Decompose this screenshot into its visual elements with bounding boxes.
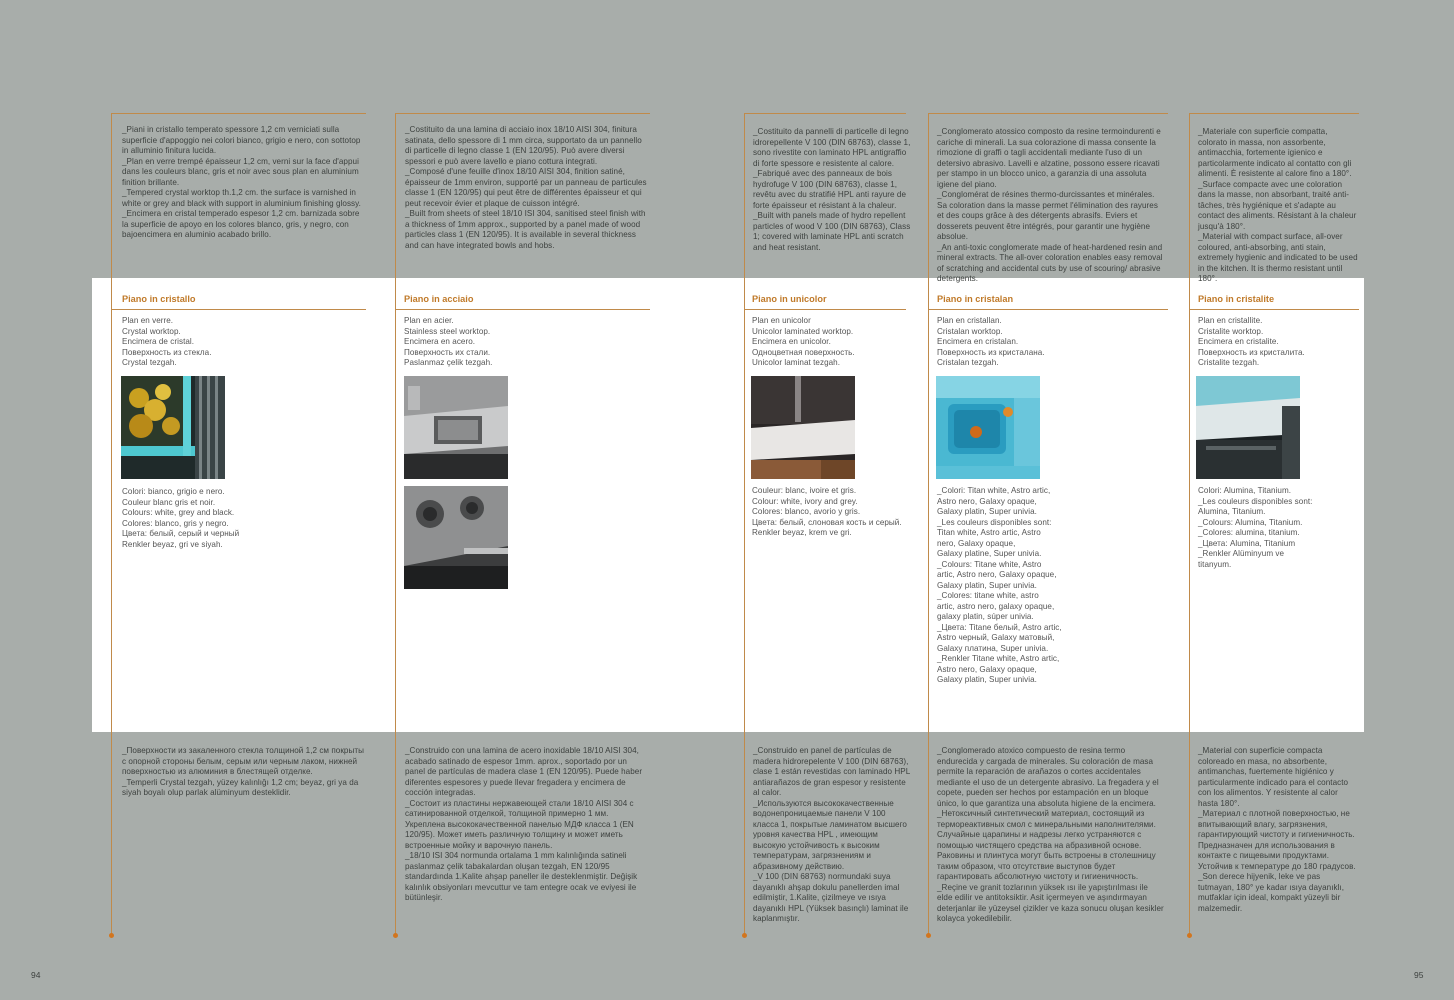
description-unicolor-bottom: _Construido en panel de partículas de madera hidrorepelente V 100 (DIN 68763), clase 1 están revestidas con laminado HPL antiarañazos de gran espesor y resistente al calor. _Используются высококачественные водонепроницаемые панели V 100 класса 1, покрытые ламинатом высшего уровня качества HPL , имеющим высокую устойчивость к высоким температурам, загрязнениям и абразивному действию. _V 100 (DIN 68763) normundaki suya dayanıklı ahşap dokulu panellerden imal edilmiştir, 1.Kalite, çizilmeye ve ısıya dayanıklı HPL (Yüksek basınçlı) laminat ile kaplanmıştır. xyxy=(753,746,910,923)
description-acciaio-bottom: _Construido con una lamina de acero inoxidable 18/10 AISI 304, acabado satinado de espesor 1mm. aprox., soportado por un panel de partículas de madera clase 1 (EN 120/95). Puede haber diferentes espesores y puede llevar fregadera y encimera de cocción integradas. _Состоит из пластины нержавеющей стали 18/10 AISI 304 с сатинированной отделкой, толщиной примерно 1 мм. Укреплена высококачественной панелью МДФ класса 1 (EN 120/95). Может иметь различную толщину и может иметь встроенные мойку и варочную панель. _18/10 ISI 304 normunda ortalama 1 mm kalınlığında satineli paslanmaz çelik tabakalardan oluşan tezgah, EN 120/95 standardında 1.Kalite ahşap paneller ile desteklenmiştir. Değişik kalınlık obsiyonları mevcuttur ve tam entegre ocak ve eviyesi ile bütünleşir. xyxy=(405,746,643,902)
heading-rule xyxy=(1189,309,1359,310)
description-cristallo-bottom: _Поверхности из закаленного стекла толщиной 1,2 см покрыты с опорной стороны белым, серым или черным лаком, нижней поверхностью из алюминия в блестящей отделке. _Temperli Crystal tezgah, yüzey kalınlığı 1,2 cm; beyaz, gri ya da siyah boyalı olup parlak alüminyum desteklidir. xyxy=(122,746,364,797)
rule-dot xyxy=(1187,933,1192,938)
rule-dot xyxy=(742,933,747,938)
description-cristalite-top: _Materiale con superficie compatta, colorato in massa, non assorbente, antimacchia, fortemente igienico e particolarmente indicato al contatto con gli alimenti. È resistente al calore fino a 180°. _Surface compacte avec une coloration dans la masse, non absorbant, traité anti-tâches, très hygiénique et s'adapte au contact des aliments. Résistant à la chaleur jusqu'à 180°. _Material with compact surface, all-over coloured, anti-absorbing, anti stain, extremely hygienic and indicated to be used in the kitchen. It is thermo resistant until 180°. xyxy=(1198,127,1358,283)
rule-dot xyxy=(926,933,931,938)
heading-unicolor: Piano in unicolor xyxy=(752,294,827,304)
names-cristalan: Plan en cristallan. Cristalan worktop. Encimera en cristalan. Поверхность из кристалана. Cristalan tezgah. xyxy=(937,316,1045,367)
top-rule xyxy=(395,113,650,114)
top-rule xyxy=(111,113,366,114)
page-number-left: 94 xyxy=(31,970,41,980)
colors-cristalan: _Colori: Titan white, Astro artic, Astro nero, Galaxy opaque, Galaxy platin, Super univia. _Les couleurs disponibles sont: Titan white, Astro artic, Astro nero, Galaxy opaque, Galaxy platine, Super univia. _Colours: Titane white, Astro artic, Astro nero, Galaxy opaque, Galaxy platin, Super univia. _Colores: titane white, astro artic, astro nero, galaxy opaque, galaxy platin, súper univia. _Цвета: Titane белый, Astro artic, Astro черный, Galaxy матовый, Galaxy платина, Super univia. _Renkler Titane white, Astro artic, Astro nero, Galaxy opaque, Galaxy platin, Super univia. xyxy=(937,486,1062,684)
top-rule xyxy=(744,113,906,114)
column-rule xyxy=(928,113,929,935)
heading-rule xyxy=(928,309,1168,310)
description-cristallo-top: _Piani in cristallo temperato spessore 1,2 cm verniciati sulla superficie d'appoggio nei colori bianco, grigio e nero, con sottotop in alluminio finitura lucida. _Plan en verre trempé épaisseur 1,2 cm, verni sur la face d'appui dans les couleurs blanc, gris et noir avec sous plan en aluminium finition brillante. _Tempered crystal worktop th.1,2 cm. the surface is varnished in white or grey and black with support in aluminium finishing glossy. _Encimera en cristal temperado espesor 1,2 cm. barnizada sobre la superficie de apoyo en los colores blanco, gris, y negro, con bajoencimera en aluminio acabado brillo. xyxy=(122,125,361,239)
heading-rule xyxy=(395,309,650,310)
names-acciaio: Plan en acier. Stainless steel worktop. Encimera en acero. Поверхность их стали. Paslanmaz çelik tezgah. xyxy=(404,316,493,367)
photo-steel-hob xyxy=(404,486,508,589)
names-cristalite: Plan en cristallite. Cristalite worktop. Encimera en cristalite. Поверхность из кристалита. Cristalite tezgah. xyxy=(1198,316,1305,367)
rule-dot xyxy=(393,933,398,938)
top-rule xyxy=(1189,113,1359,114)
names-cristallo: Plan en verre. Crystal worktop. Encimera de cristal. Поверхность из стекла. Crystal tezgah. xyxy=(122,316,212,367)
description-unicolor-top: _Costituito da pannelli di particelle di legno idrorepellente V 100 (DIN 68763), classe 1, sono rivestite con laminato HPL antigraffio di forte spessore e resistente al calore. _Fabriqué avec des panneaux de bois hydrofuge V 100 (DIN 68763), classe 1, revêtu avec du stratifié HPL anti rayure de forte épaisseur et résistant à la chaleur. _Built with panels made of hydro repellent particles of wood V 100 (DIN 68763), Class 1; covered with laminate HPL anti scratch and heat resistant. xyxy=(753,127,911,252)
heading-cristallo: Piano in cristallo xyxy=(122,294,196,304)
colors-unicolor: Couleur: blanc, ivoire et gris. Colour: white, ivory and grey. Colores: blanco, avorio y gris. Цвета: белый, слоновая кость и серый. Renkler beyaz, krem ve gri. xyxy=(752,486,902,537)
colors-cristallo: Colori: bianco, grigio e nero. Couleur blanc gris et noir. Colours: white, grey and black. Colores: blanco, gris y negro. Цвета: белый, серый и черный Renkler beyaz, gri ve siyah. xyxy=(122,487,240,549)
photo-cristalite-worktop xyxy=(1196,376,1300,479)
description-cristalite-bottom: _Material con superficie compacta coloreado en masa, no absorbente, antimanchas, fuertemente higiénico y particularmente indicado para el contacto con los alimentos. Y resistente al calor hasta 180°. _Материал с плотной поверхностью, не впитывающий влагу, загрязнения, гарантирующий чистоту и гигиеничность. Предназначен для использования в контакте с пищевыми продуктами. Устойчив к температуре до 180 градусов. _Son derece hijyenik, leke ve pas tutmayan, 180° ye kadar ısıya dayanıklı, mutfaklar için ideal, kompakt yüzeyli bir malzemedir. xyxy=(1198,746,1356,913)
photo-crystal-worktop xyxy=(121,376,225,479)
photo-unicolor-worktop xyxy=(751,376,855,479)
heading-rule xyxy=(744,309,906,310)
photo-cristalan-sink xyxy=(936,376,1040,479)
top-rule xyxy=(928,113,1168,114)
column-rule xyxy=(111,113,112,935)
description-cristalan-top: _Conglomerato atossico composto da resine termoindurenti e cariche di minerali. La sua colorazione di massa consente la rimozione di graffi o tagli accidentali mediante l'uso di un detersivo abrasivo. Lavelli e alzatine, possono essere ricavati per stampo in un blocco unico, a garanzia di una assoluta igiene del piano. _Conglomérat de résines thermo-durcissantes et minérales. Sa coloration dans la masse permet l'élimination des rayures et des coups grâce à des détergents abrasifs. Eviers et dosserets peuvent être intégrés, pour garantir une hygiène absolue. _An anti-toxic conglomerate made of heat-hardened resin and mineral extracts. The all-over coloration enables easy removal of scratching and accidental cuts by use of scouring/ abrasive detergents. xyxy=(937,127,1163,283)
colors-cristalite: Colori: Alumina, Titanium. _Les couleurs disponibles sont: Alumina, Titanium. _Colours: Alumina, Titanium. _Colores: alumina, titanium. _Цвета: Alumina, Titanium _Renkler Alüminyum ve titanyum. xyxy=(1198,486,1313,569)
heading-rule xyxy=(111,309,366,310)
page-number-right: 95 xyxy=(1414,970,1424,980)
heading-cristalan: Piano in cristalan xyxy=(937,294,1014,304)
description-acciaio-top: _Costituito da una lamina di acciaio inox 18/10 AISI 304, finitura satinata, dello spessore di 1 mm circa, supportato da un pannello di particelle di legno classe 1 (EN 120/95). Può avere diversi spessori e può avere lavello e piano cottura integrati. _Composé d'une feuille d'inox 18/10 AISI 304, finition satiné, épaisseur de 1mm environ, supporté par un panneau de particules classe 1 (EN 120/95) qui peut être de différentes épaisseur et qui peut recevoir évier et plaque de cuisson intégré. _Built from sheets of steel 18/10 ISI 304, sanitised steel finish with a thickness of 1mm approx., supported by a panel made of wood particles class 1 (EN 120/95). It is available in several thickness and can have integrated bowls and hobs. xyxy=(405,125,647,250)
names-unicolor: Plan en unicolor Unicolor laminated worktop. Encimera en unicolor. Одноцветная поверхность. Unicolor laminat tezgah. xyxy=(752,316,855,367)
rule-dot xyxy=(109,933,114,938)
photo-steel-worktop xyxy=(404,376,508,479)
column-rule xyxy=(1189,113,1190,935)
column-rule xyxy=(744,113,745,935)
heading-acciaio: Piano in acciaio xyxy=(404,294,474,304)
heading-cristalite: Piano in cristalite xyxy=(1198,294,1275,304)
description-cristalan-bottom: _Conglomerado atoxico compuesto de resina termo endurecida y cargada de minerales. Su coloración de masa permite la reparación de arañazos o cortes accidentales mediante el uso de un detergente abrasivo. La fregadera y el copete, pueden ser hechos por estampación en un bloque único, lo que garantiza una absoluta higiene de la encimera. _Нетоксичный синтетический материал, состоящий из термореактивных смол с минеральными наполнителями. Случайные царапины и надрезы легко устраняются с помощью чистящего средства на абразивной основе. Раковины и плинтуса могут быть встроены в столешницу таким образом, что отсутствие выступов будет гарантировать абсолютную чистоту и гигиеничность. _Reçine ve granit tozlarının yüksek ısı ile yapıştırılması ile elde edilir ve antitoksiktir. Asit içermeyen ve aşındırmayan deterjanlar ile yüzeysel çizikler ve kaza sonucu oluşan kesikler kolayca yokedilebilir. xyxy=(937,746,1164,923)
column-rule xyxy=(395,113,396,935)
